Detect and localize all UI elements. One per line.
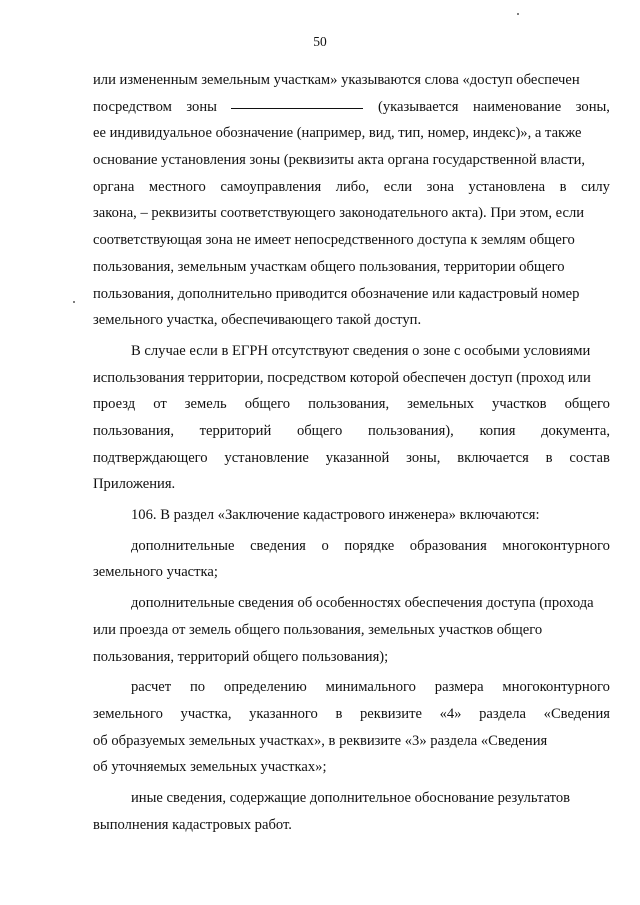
paragraph-line: об уточняемых земельных участках»; (93, 759, 327, 776)
paragraph-line: иные сведения, содержащие дополнительное обоснование результатов (131, 790, 571, 807)
paragraph-line: использования территории, посредством которой обеспечен доступ (проход или (93, 369, 591, 386)
paragraph-line: земельного участка, обеспечивающего такой доступ. (93, 312, 422, 329)
paragraph-line: посредством зоны (указывается наименование зоны, (93, 94, 610, 121)
paragraph-line: ее индивидуальное обозначение (например, вид, тип, номер, индекс)», а также (93, 125, 582, 142)
paragraph-line: соответствующая зона не имеет непосредственного доступа к землям общего (93, 232, 575, 249)
paragraph-line: закона, – реквизиты соответствующего законодательного акта). При этом, если (93, 205, 585, 222)
paragraph-line: выполнения кадастровых работ. (93, 816, 292, 833)
paragraph-line: пользования, дополнительно приводится обозначение или кадастровый номер (93, 285, 580, 302)
section-heading-line: 106. В раздел «Заключение кадастрового инженера» включаются: (131, 507, 540, 524)
paragraph-line: основание установления зоны (реквизиты акта органа государственной власти, (93, 152, 586, 169)
paragraph-line: или измененным земельным участкам» указываются слова «доступ обеспечен (93, 72, 580, 88)
paragraph-line: В случае если в ЕГРН отсутствуют сведения о зоне с особыми условиями (131, 342, 591, 359)
paragraph-line: органа местного самоуправления либо, если зона установлена в силу (93, 178, 610, 195)
paragraph-line: расчет по определению минимального размера многоконтурного (131, 679, 610, 696)
paragraph-line: дополнительные сведения об особенностях обеспечения доступа (прохода (131, 595, 594, 612)
paragraph-line: проезд от земель общего пользования, земельных участков общего (93, 396, 610, 413)
paragraph-line: или проезда от земель общего пользования, земельных участков общего (93, 621, 543, 638)
paragraph-line: Приложения. (93, 476, 176, 493)
paragraph-line: дополнительные сведения о порядке образования многоконтурного (131, 537, 610, 554)
document-body (93, 67, 610, 838)
paragraph-line: пользования, территорий общего пользования); (93, 648, 389, 665)
paragraph-line: подтверждающего установление указанной зоны, включается в состав (93, 449, 610, 466)
paragraph-line: пользования, территорий общего пользования), копия документа, (93, 423, 610, 439)
scan-speck (517, 13, 519, 15)
page-number: 50 (313, 34, 327, 49)
paragraph-line: пользования, земельным участкам общего пользования, территории общего (93, 258, 565, 275)
fill-in-blank (231, 94, 363, 109)
paragraph-line: об образуемых земельных участках», в реквизите «3» раздела «Сведения (93, 732, 548, 749)
paragraph-line: земельного участка; (93, 564, 218, 581)
paragraph-line: земельного участка, указанного в реквизите «4» раздела «Сведения (93, 705, 610, 722)
scan-speck (73, 301, 75, 303)
